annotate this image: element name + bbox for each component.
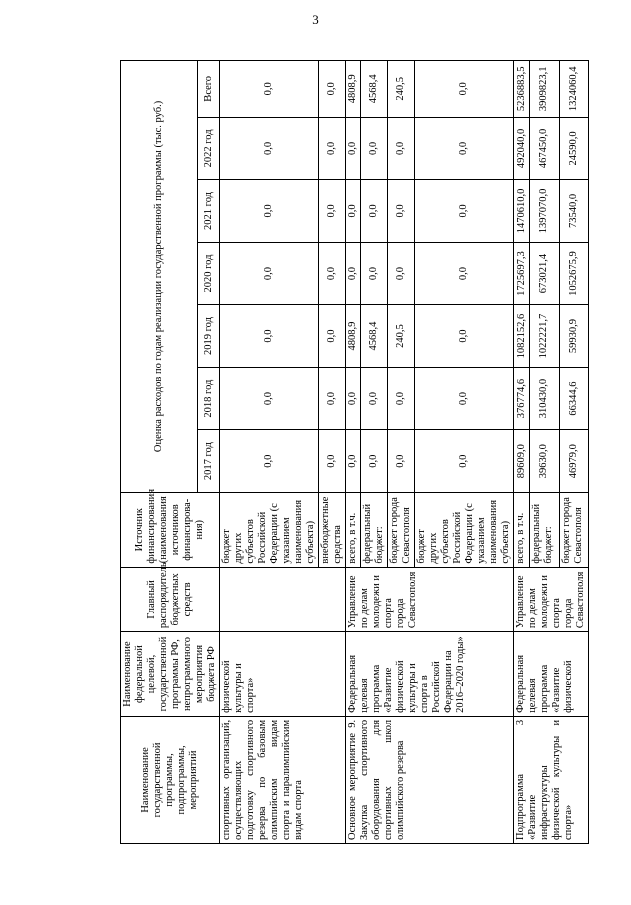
value-cell: 0,0 xyxy=(361,117,388,180)
total-cell: 0,0 xyxy=(319,61,346,118)
row-federal-program: Федеральная целевая программа «Развитие физической культуры и спорта в Российской Федерации на 2016–2020 годы» xyxy=(346,632,514,717)
header-year: 2021 год xyxy=(198,180,220,243)
value-cell: 0,0 xyxy=(388,242,415,305)
value-cell: 0,0 xyxy=(415,180,514,243)
value-cell: 492040,0 xyxy=(514,117,530,180)
value-cell: 0,0 xyxy=(388,367,415,430)
value-cell: 1725697,3 xyxy=(514,242,530,305)
value-cell: 0,0 xyxy=(319,305,346,368)
header-year: 2022 год xyxy=(198,117,220,180)
row-name: Подпрограмма 3 «Развитие инфраструктуры физической культуры и спорта» xyxy=(514,716,589,843)
rotated-table-container xyxy=(120,60,586,844)
value-cell: 0,0 xyxy=(346,367,361,430)
page-number: 3 xyxy=(312,12,319,27)
value-cell: 89609,0 xyxy=(514,430,530,493)
header-year: 2019 год xyxy=(198,305,220,368)
value-cell: 0,0 xyxy=(415,117,514,180)
header-expenses-group: Оценка расходов по годам реализации государственной программы (тыс. руб.) xyxy=(121,61,198,493)
value-cell: 0,0 xyxy=(361,430,388,493)
value-cell: 0,0 xyxy=(346,117,361,180)
value-cell: 310430,0 xyxy=(530,367,559,430)
header-manager: Главный распорядитель бюджетных средств xyxy=(121,567,220,632)
row-name: Основное мероприятие 9. Закупка спортивного оборудования для спортивных школ олимпийского резерва xyxy=(346,716,514,843)
total-cell: 4808,9 xyxy=(346,61,361,118)
value-cell: 0,0 xyxy=(361,180,388,243)
header-federal-program: Наименование федеральной целевой, государственной программы РФ, непрограммного мероприятия бюджета РФ xyxy=(121,632,220,717)
value-cell: 0,0 xyxy=(220,180,319,243)
value-cell: 0,0 xyxy=(361,367,388,430)
value-cell: 39630,0 xyxy=(530,430,559,493)
total-cell: 0,0 xyxy=(415,61,514,118)
value-cell: 0,0 xyxy=(388,180,415,243)
value-cell: 0,0 xyxy=(220,430,319,493)
value-cell: 0,0 xyxy=(415,242,514,305)
value-cell: 0,0 xyxy=(388,117,415,180)
value-cell: 0,0 xyxy=(220,117,319,180)
value-cell: 0,0 xyxy=(319,242,346,305)
value-cell: 1022221,7 xyxy=(530,305,559,368)
value-cell: 1397070,0 xyxy=(530,180,559,243)
table-row xyxy=(346,61,361,844)
value-cell: 0,0 xyxy=(346,430,361,493)
row-manager: Управление по делам молодежи и спорта города Севастополя xyxy=(514,567,589,632)
total-cell: 240,5 xyxy=(388,61,415,118)
value-cell: 240,5 xyxy=(388,305,415,368)
value-cell: 673021,4 xyxy=(530,242,559,305)
value-cell: 0,0 xyxy=(346,242,361,305)
table-row xyxy=(514,61,530,844)
row-manager: Управление по делам молодежи и спорта города Севастополя xyxy=(346,567,514,632)
value-cell: 59930,9 xyxy=(559,305,588,368)
total-cell: 3909823,1 xyxy=(530,61,559,118)
header-year: 2018 год xyxy=(198,367,220,430)
value-cell: 4568,4 xyxy=(361,305,388,368)
row-name: спортивных организаций, осуществляющих подготовку спортивного резерва по базовым олимпийским видам спорта и паралимпийским видам спорта xyxy=(220,716,346,843)
value-cell: 66344,6 xyxy=(559,367,588,430)
value-cell: 0,0 xyxy=(220,242,319,305)
value-cell: 1470610,0 xyxy=(514,180,530,243)
value-cell: 0,0 xyxy=(319,430,346,493)
row-federal-program: физической культуры и спорта» xyxy=(220,632,346,717)
value-cell: 467450,0 xyxy=(530,117,559,180)
row-federal-program: Федеральная целевая программа «Развитие физической xyxy=(514,632,589,717)
header-name: Наименование государственной программы, подпрограммы, мероприятий xyxy=(121,716,220,843)
value-cell: 1082152,6 xyxy=(514,305,530,368)
header-year: 2017 год xyxy=(198,430,220,493)
total-cell: 5236883,5 xyxy=(514,61,530,118)
row-source: всего, в т.ч. xyxy=(514,492,530,567)
value-cell: 0,0 xyxy=(415,305,514,368)
row-source: бюджет города Севастополя xyxy=(559,492,588,567)
total-cell: 4568,4 xyxy=(361,61,388,118)
value-cell: 0,0 xyxy=(361,242,388,305)
total-cell: 1324060,4 xyxy=(559,61,588,118)
table-row xyxy=(220,61,319,844)
header-year: 2020 год xyxy=(198,242,220,305)
value-cell: 0,0 xyxy=(388,430,415,493)
value-cell: 0,0 xyxy=(415,430,514,493)
row-source: внебюджетные средства xyxy=(319,492,346,567)
value-cell: 24590,0 xyxy=(559,117,588,180)
value-cell: 376774,6 xyxy=(514,367,530,430)
row-source: бюджет других субъектов Российской Федерации (с указанием наименования субъекта) xyxy=(220,492,319,567)
header-source: Источник финансирования (наименования источников финансирова-ния) xyxy=(121,492,220,567)
value-cell: 0,0 xyxy=(415,367,514,430)
total-cell: 0,0 xyxy=(220,61,319,118)
value-cell: 0,0 xyxy=(319,180,346,243)
row-source: бюджет других субъектов Российской Федерации (с указанием наименования субъекта) xyxy=(415,492,514,567)
financing-table xyxy=(120,60,589,844)
value-cell: 0,0 xyxy=(319,117,346,180)
row-manager xyxy=(220,567,346,632)
value-cell: 4808,9 xyxy=(346,305,361,368)
value-cell: 0,0 xyxy=(220,367,319,430)
value-cell: 0,0 xyxy=(319,367,346,430)
row-source: федеральный бюджет: xyxy=(530,492,559,567)
row-source: бюджет города Севастополя xyxy=(388,492,415,567)
value-cell: 46979,0 xyxy=(559,430,588,493)
header-total: Всего xyxy=(198,61,220,118)
value-cell: 0,0 xyxy=(220,305,319,368)
value-cell: 0,0 xyxy=(346,180,361,243)
value-cell: 1052675,9 xyxy=(559,242,588,305)
row-source: федеральный бюджет: xyxy=(361,492,388,567)
value-cell: 73540,0 xyxy=(559,180,588,243)
row-source: всего, в т.ч. xyxy=(346,492,361,567)
